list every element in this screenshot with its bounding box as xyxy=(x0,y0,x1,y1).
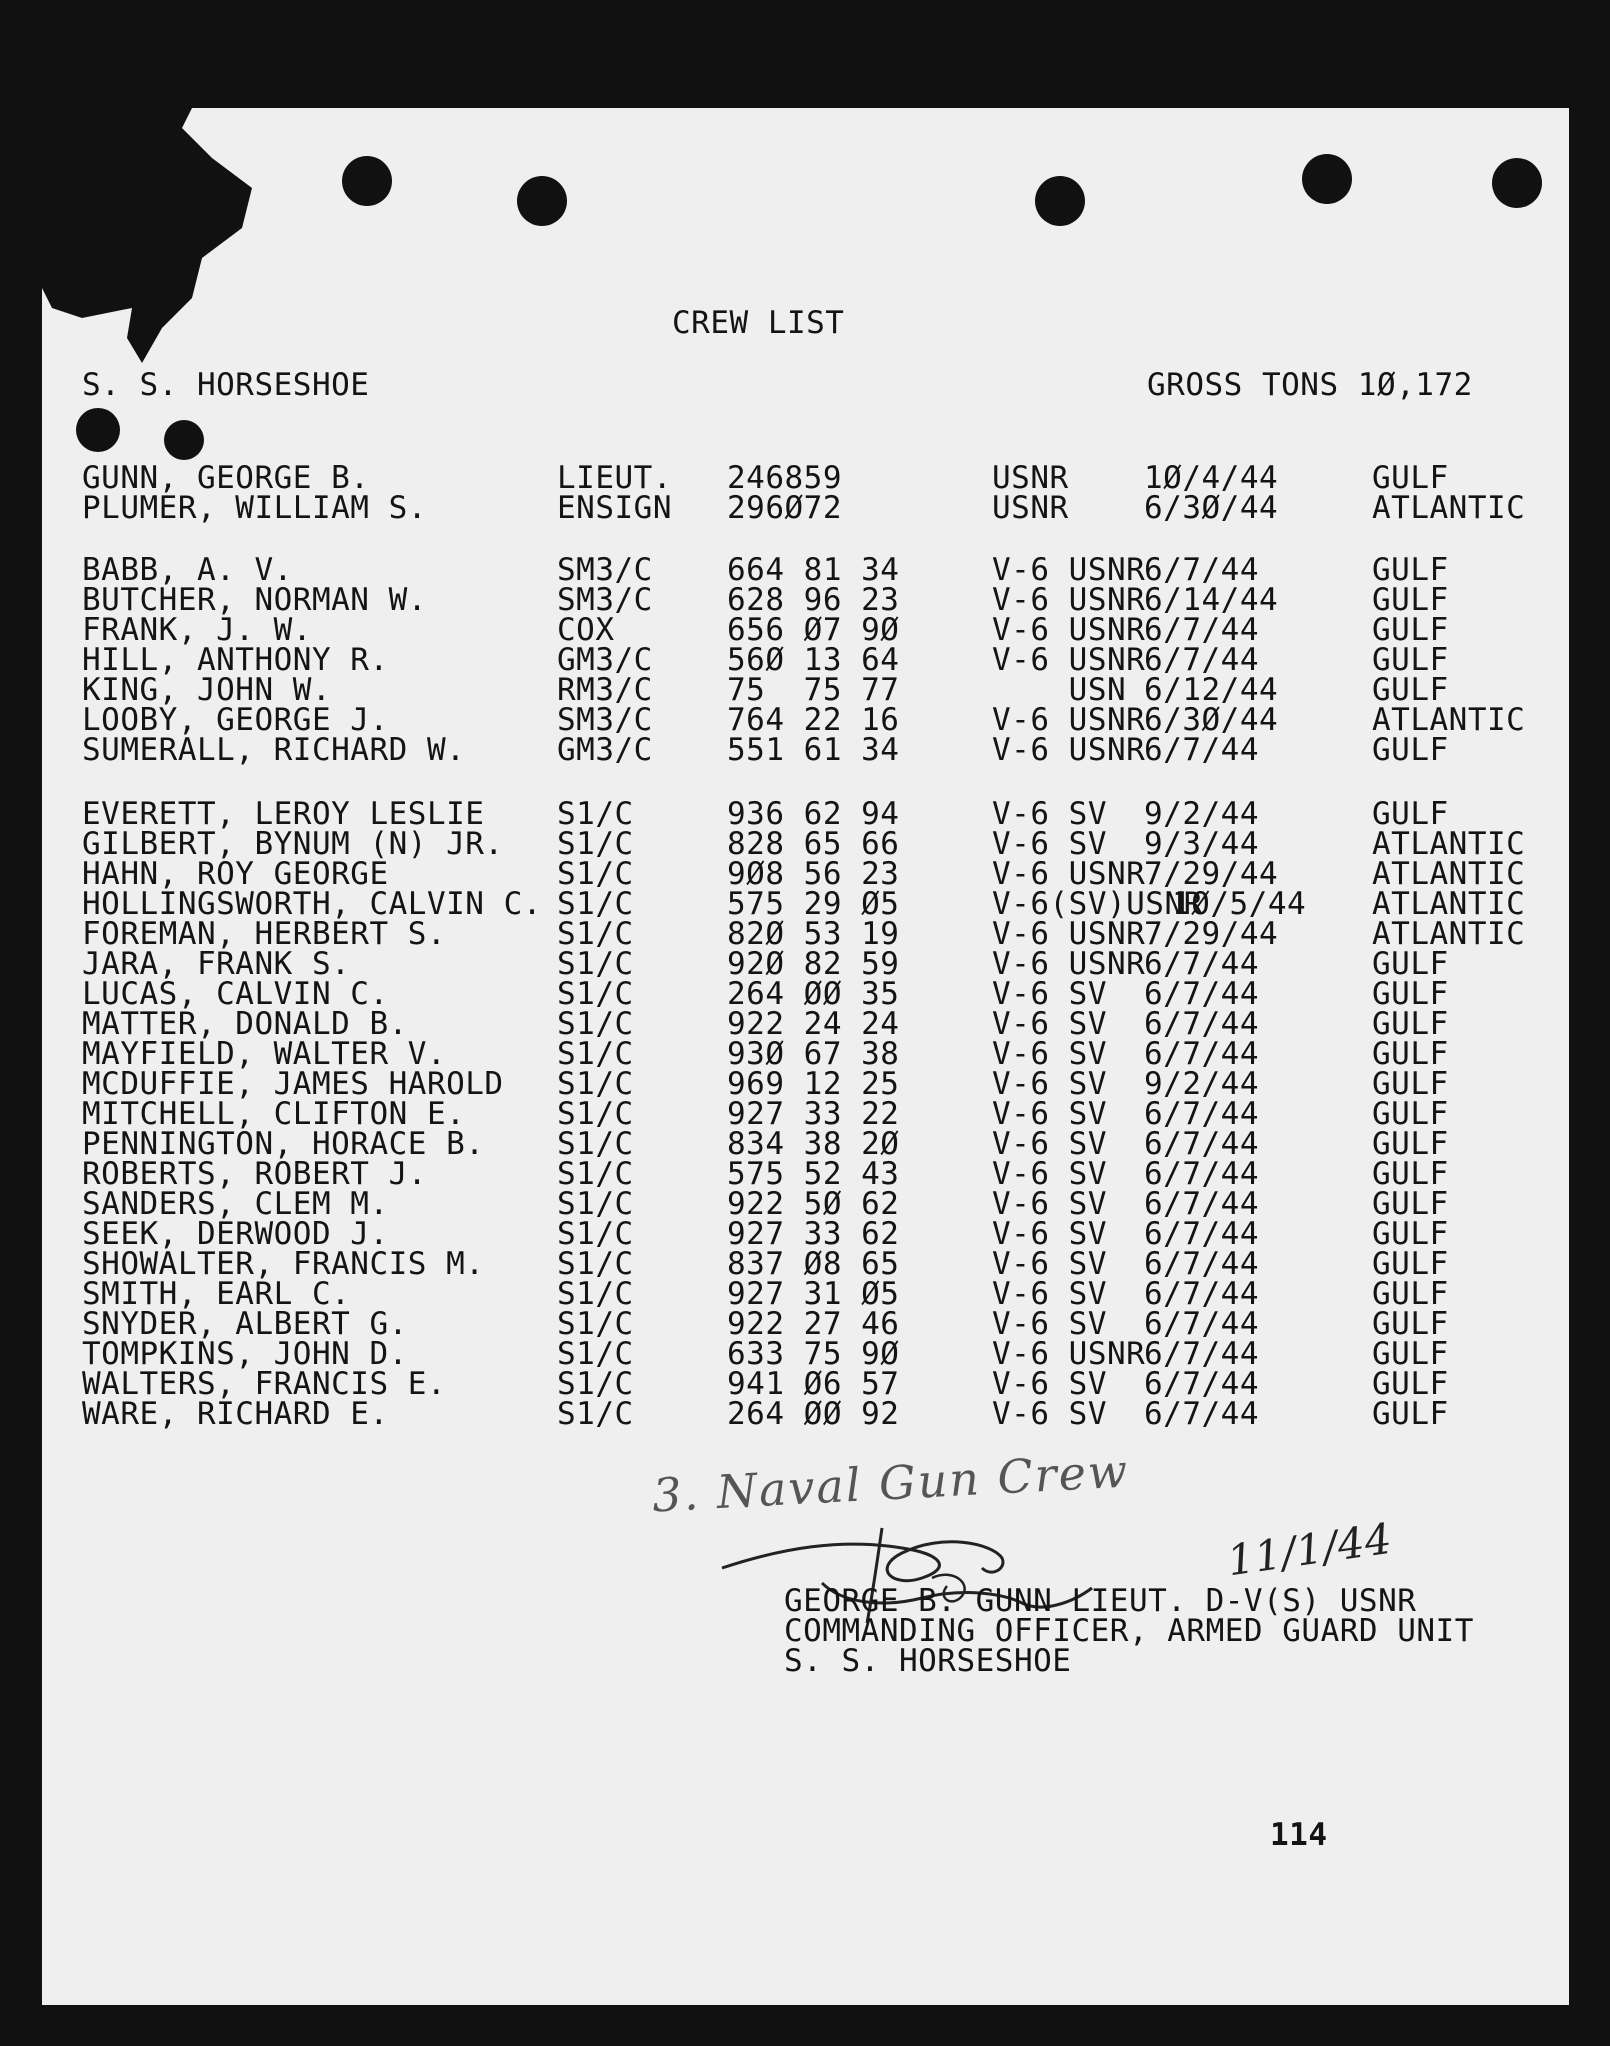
crew-rate: S1/C xyxy=(557,856,634,892)
crew-area: GULF xyxy=(1372,1336,1449,1372)
crew-area: ATLANTIC xyxy=(1372,702,1526,738)
crew-rate: S1/C xyxy=(557,1156,634,1192)
crew-name: MAYFIELD, WALTER V. xyxy=(82,1036,447,1072)
crew-area: GULF xyxy=(1372,672,1449,708)
crew-rate: S1/C xyxy=(557,1276,634,1312)
handwritten-date: 11/1/44 xyxy=(1224,1513,1395,1586)
crew-area: GULF xyxy=(1372,1216,1449,1252)
crew-area: GULF xyxy=(1372,1276,1449,1312)
crew-area: GULF xyxy=(1372,460,1449,496)
crew-date: 6/7/44 xyxy=(1144,1036,1259,1072)
crew-date: 9/2/44 xyxy=(1144,796,1259,832)
crew-area: GULF xyxy=(1372,946,1449,982)
crew-date: 6/7/44 xyxy=(1144,1126,1259,1162)
crew-class: V-6 SV xyxy=(992,976,1107,1012)
crew-name: TOMPKINS, JOHN D. xyxy=(82,1336,408,1372)
crew-class: V-6 SV xyxy=(992,1006,1107,1042)
service-number: 656 Ø7 9Ø xyxy=(727,612,900,648)
crew-class: V-6 USNR xyxy=(992,642,1146,678)
crew-date: 6/12/44 xyxy=(1144,672,1279,708)
crew-date: 6/7/44 xyxy=(1144,1276,1259,1312)
crew-rate: S1/C xyxy=(557,1216,634,1252)
service-number: 664 81 34 xyxy=(727,552,900,588)
service-number: 927 33 22 xyxy=(727,1096,900,1132)
crew-rate: S1/C xyxy=(557,1126,634,1162)
punch-hole xyxy=(1035,176,1085,226)
crew-area: GULF xyxy=(1372,1306,1449,1342)
crew-name: WARE, RICHARD E. xyxy=(82,1396,389,1432)
crew-date: 6/7/44 xyxy=(1144,1396,1259,1432)
gross-tons: GROSS TONS 1Ø,172 xyxy=(1147,367,1473,403)
crew-area: GULF xyxy=(1372,796,1449,832)
crew-name: GUNN, GEORGE B. xyxy=(82,460,370,496)
crew-rate: S1/C xyxy=(557,1036,634,1072)
crew-name: FOREMAN, HERBERT S. xyxy=(82,916,447,952)
crew-date: 6/7/44 xyxy=(1144,642,1259,678)
crew-class: V-6 SV xyxy=(992,1276,1107,1312)
crew-date: 6/7/44 xyxy=(1144,612,1259,648)
crew-class: V-6 SV xyxy=(992,1216,1107,1252)
service-number: 551 61 34 xyxy=(727,732,900,768)
crew-area: GULF xyxy=(1372,1366,1449,1402)
crew-class: V-6 USNR xyxy=(992,552,1146,588)
crew-name: KING, JOHN W. xyxy=(82,672,332,708)
service-number: 828 65 66 xyxy=(727,826,900,862)
crew-area: GULF xyxy=(1372,582,1449,618)
crew-class: V-6 USNR xyxy=(992,582,1146,618)
crew-class: V-6 SV xyxy=(992,1096,1107,1132)
crew-rate: SM3/C xyxy=(557,552,653,588)
crew-area: GULF xyxy=(1372,612,1449,648)
punch-hole xyxy=(517,176,567,226)
crew-area: GULF xyxy=(1372,1066,1449,1102)
crew-date: 6/7/44 xyxy=(1144,1246,1259,1282)
crew-class: V-6 SV xyxy=(992,1126,1107,1162)
crew-name: PLUMER, WILLIAM S. xyxy=(82,490,427,526)
service-number: 264 ØØ 92 xyxy=(727,1396,900,1432)
crew-rate: SM3/C xyxy=(557,702,653,738)
ink-stain xyxy=(42,108,282,368)
crew-date: 1Ø/5/44 xyxy=(1172,886,1307,922)
crew-class: V-6 SV xyxy=(992,1396,1107,1432)
document-page xyxy=(42,108,1569,2005)
vessel-name: S. S. HORSESHOE xyxy=(82,367,370,403)
service-number: 628 96 23 xyxy=(727,582,900,618)
crew-date: 1Ø/4/44 xyxy=(1144,460,1279,496)
crew-date: 6/7/44 xyxy=(1144,552,1259,588)
service-number: 922 27 46 xyxy=(727,1306,900,1342)
crew-rate: S1/C xyxy=(557,826,634,862)
crew-class: V-6 SV xyxy=(992,1306,1107,1342)
service-number: 941 Ø6 57 xyxy=(727,1366,900,1402)
crew-area: GULF xyxy=(1372,642,1449,678)
crew-name: SUMERALL, RICHARD W. xyxy=(82,732,466,768)
document-title: CREW LIST xyxy=(672,305,845,341)
crew-area: GULF xyxy=(1372,1156,1449,1192)
crew-class: V-6 USNR xyxy=(992,946,1146,982)
crew-class: V-6 SV xyxy=(992,1066,1107,1102)
crew-name: PENNINGTON, HORACE B. xyxy=(82,1126,485,1162)
crew-name: FRANK, J. W. xyxy=(82,612,312,648)
crew-rate: SM3/C xyxy=(557,582,653,618)
service-number: 927 31 Ø5 xyxy=(727,1276,900,1312)
crew-class: V-6 USNR xyxy=(992,702,1146,738)
service-number: 922 24 24 xyxy=(727,1006,900,1042)
crew-date: 6/7/44 xyxy=(1144,1336,1259,1372)
punch-hole xyxy=(76,408,120,452)
crew-rate: GM3/C xyxy=(557,642,653,678)
crew-name: SMITH, EARL C. xyxy=(82,1276,351,1312)
service-number: 296Ø72 xyxy=(727,490,842,526)
crew-date: 9/3/44 xyxy=(1144,826,1259,862)
crew-date: 6/7/44 xyxy=(1144,1366,1259,1402)
crew-area: GULF xyxy=(1372,1036,1449,1072)
service-number: 764 22 16 xyxy=(727,702,900,738)
crew-date: 6/7/44 xyxy=(1144,1156,1259,1192)
crew-class: V-6 SV xyxy=(992,1036,1107,1072)
crew-date: 6/7/44 xyxy=(1144,1186,1259,1222)
crew-name: JARA, FRANK S. xyxy=(82,946,351,982)
crew-class: V-6 USNR xyxy=(992,856,1146,892)
service-number: 575 52 43 xyxy=(727,1156,900,1192)
crew-rate: S1/C xyxy=(557,946,634,982)
crew-area: ATLANTIC xyxy=(1372,856,1526,892)
crew-rate: S1/C xyxy=(557,1246,634,1282)
crew-class: V-6 SV xyxy=(992,1366,1107,1402)
service-number: 92Ø 82 59 xyxy=(727,946,900,982)
crew-area: ATLANTIC xyxy=(1372,886,1526,922)
crew-area: GULF xyxy=(1372,732,1449,768)
crew-area: GULF xyxy=(1372,1006,1449,1042)
crew-name: HAHN, ROY GEORGE xyxy=(82,856,389,892)
crew-name: EVERETT, LEROY LESLIE xyxy=(82,796,485,832)
crew-date: 7/29/44 xyxy=(1144,856,1279,892)
signature-line-vessel: S. S. HORSESHOE xyxy=(784,1643,1072,1679)
crew-name: LOOBY, GEORGE J. xyxy=(82,702,389,738)
service-number: 927 33 62 xyxy=(727,1216,900,1252)
crew-rate: ENSIGN xyxy=(557,490,672,526)
crew-rate: S1/C xyxy=(557,1396,634,1432)
crew-area: GULF xyxy=(1372,1396,1449,1432)
crew-name: MATTER, DONALD B. xyxy=(82,1006,408,1042)
crew-date: 6/7/44 xyxy=(1144,732,1259,768)
crew-rate: S1/C xyxy=(557,1336,634,1372)
crew-area: GULF xyxy=(1372,1186,1449,1222)
punch-hole xyxy=(164,420,204,460)
crew-area: GULF xyxy=(1372,552,1449,588)
crew-class: V-6 SV xyxy=(992,1186,1107,1222)
crew-rate: COX xyxy=(557,612,615,648)
crew-date: 6/7/44 xyxy=(1144,1216,1259,1252)
crew-name: SEEK, DERWOOD J. xyxy=(82,1216,389,1252)
crew-name: HILL, ANTHONY R. xyxy=(82,642,389,678)
crew-area: ATLANTIC xyxy=(1372,916,1526,952)
crew-class: V-6 USNR xyxy=(992,916,1146,952)
handwritten-note: 3. Naval Gun Crew xyxy=(650,1443,1131,1523)
service-number: 837 Ø8 65 xyxy=(727,1246,900,1282)
service-number: 264 ØØ 35 xyxy=(727,976,900,1012)
crew-area: ATLANTIC xyxy=(1372,826,1526,862)
crew-date: 6/7/44 xyxy=(1144,946,1259,982)
service-number: 246859 xyxy=(727,460,842,496)
crew-area: GULF xyxy=(1372,976,1449,1012)
signature-line-title: COMMANDING OFFICER, ARMED GUARD UNIT xyxy=(784,1613,1474,1649)
crew-rate: S1/C xyxy=(557,976,634,1012)
crew-name: SHOWALTER, FRANCIS M. xyxy=(82,1246,485,1282)
service-number: 75 75 77 xyxy=(727,672,900,708)
crew-rate: S1/C xyxy=(557,886,634,922)
crew-date: 6/7/44 xyxy=(1144,1006,1259,1042)
crew-area: GULF xyxy=(1372,1096,1449,1132)
crew-date: 6/3Ø/44 xyxy=(1144,702,1279,738)
service-number: 936 62 94 xyxy=(727,796,900,832)
punch-hole xyxy=(342,156,392,206)
crew-name: WALTERS, FRANCIS E. xyxy=(82,1366,447,1402)
crew-date: 7/29/44 xyxy=(1144,916,1279,952)
service-number: 834 38 2Ø xyxy=(727,1126,900,1162)
crew-name: MITCHELL, CLIFTON E. xyxy=(82,1096,466,1132)
crew-date: 6/7/44 xyxy=(1144,1096,1259,1132)
crew-area: GULF xyxy=(1372,1126,1449,1162)
punch-hole xyxy=(1302,154,1352,204)
crew-rate: S1/C xyxy=(557,916,634,952)
crew-class: USNR xyxy=(992,490,1069,526)
crew-rate: S1/C xyxy=(557,1066,634,1102)
crew-date: 6/7/44 xyxy=(1144,1306,1259,1342)
crew-rate: LIEUT. xyxy=(557,460,672,496)
crew-name: BUTCHER, NORMAN W. xyxy=(82,582,427,618)
crew-area: ATLANTIC xyxy=(1372,490,1526,526)
punch-hole xyxy=(1492,158,1542,208)
service-number: 922 5Ø 62 xyxy=(727,1186,900,1222)
service-number: 56Ø 13 64 xyxy=(727,642,900,678)
crew-date: 9/2/44 xyxy=(1144,1066,1259,1102)
crew-class: V-6 SV xyxy=(992,1156,1107,1192)
crew-rate: S1/C xyxy=(557,1306,634,1342)
crew-class: USNR xyxy=(992,460,1069,496)
crew-rate: S1/C xyxy=(557,1006,634,1042)
crew-name: SNYDER, ALBERT G. xyxy=(82,1306,408,1342)
crew-date: 6/3Ø/44 xyxy=(1144,490,1279,526)
crew-class: USN xyxy=(992,672,1127,708)
crew-name: ROBERTS, ROBERT J. xyxy=(82,1156,427,1192)
crew-date: 6/7/44 xyxy=(1144,976,1259,1012)
service-number: 969 12 25 xyxy=(727,1066,900,1102)
crew-area: GULF xyxy=(1372,1246,1449,1282)
signature-line-name: GEORGE B. GUNN LIEUT. D-V(S) USNR xyxy=(784,1583,1417,1619)
crew-name: MCDUFFIE, JAMES HAROLD xyxy=(82,1066,504,1102)
service-number: 633 75 9Ø xyxy=(727,1336,900,1372)
crew-class: V-6 USNR xyxy=(992,612,1146,648)
crew-class: V-6 USNR xyxy=(992,732,1146,768)
crew-class: V-6 SV xyxy=(992,796,1107,832)
crew-rate: S1/C xyxy=(557,796,634,832)
service-number: 93Ø 67 38 xyxy=(727,1036,900,1072)
crew-date: 6/14/44 xyxy=(1144,582,1279,618)
crew-name: BABB, A. V. xyxy=(82,552,293,588)
crew-class: V-6 SV xyxy=(992,826,1107,862)
crew-rate: GM3/C xyxy=(557,732,653,768)
page-number: 114 xyxy=(1270,1817,1328,1853)
crew-name: HOLLINGSWORTH, CALVIN C. xyxy=(82,886,542,922)
crew-name: GILBERT, BYNUM (N) JR. xyxy=(82,826,504,862)
crew-rate: S1/C xyxy=(557,1186,634,1222)
service-number: 82Ø 53 19 xyxy=(727,916,900,952)
crew-rate: RM3/C xyxy=(557,672,653,708)
service-number: 575 29 Ø5 xyxy=(727,886,900,922)
crew-class: V-6(SV)USNR xyxy=(992,886,1203,922)
crew-class: V-6 SV xyxy=(992,1246,1107,1282)
service-number: 9Ø8 56 23 xyxy=(727,856,900,892)
crew-rate: S1/C xyxy=(557,1096,634,1132)
crew-name: LUCAS, CALVIN C. xyxy=(82,976,389,1012)
crew-name: SANDERS, CLEM M. xyxy=(82,1186,389,1222)
crew-rate: S1/C xyxy=(557,1366,634,1402)
crew-class: V-6 USNR xyxy=(992,1336,1146,1372)
